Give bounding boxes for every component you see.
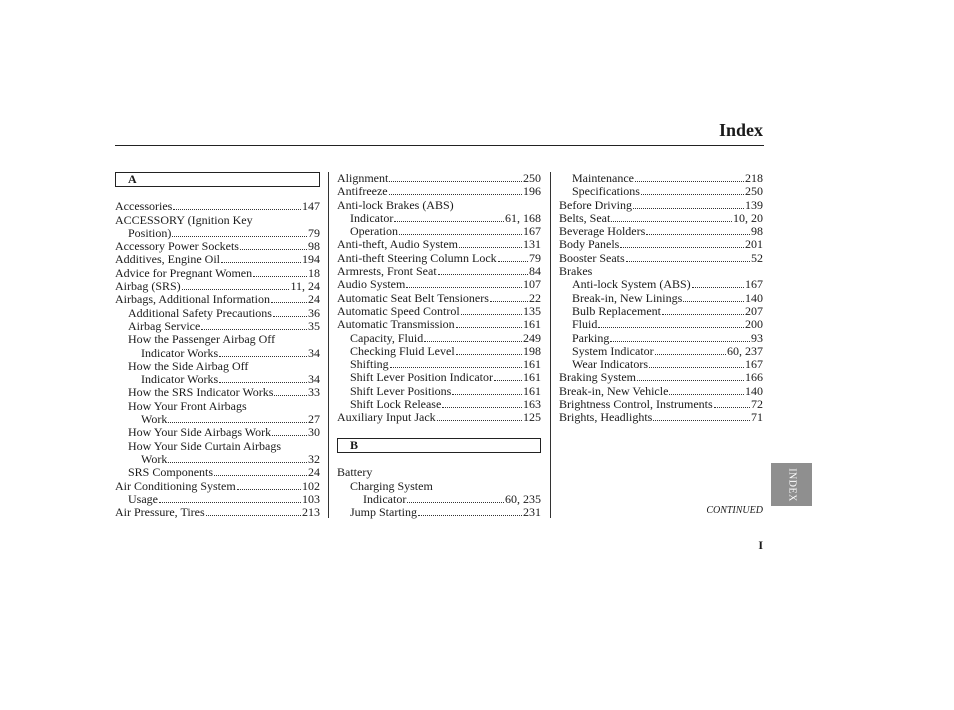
- index-entry[interactable]: [115, 200, 320, 213]
- index-entry[interactable]: [559, 318, 763, 331]
- entry-page-ref: 161: [523, 317, 541, 332]
- index-heading: Anti-lock Brakes (ABS): [337, 197, 454, 212]
- entry-term: Additives, Engine Oil: [115, 252, 220, 267]
- dot-leader: [214, 475, 307, 476]
- index-entry[interactable]: [559, 371, 763, 384]
- entry-page-ref: 10, 20: [733, 210, 763, 225]
- dot-leader: [662, 314, 744, 315]
- entry-term: Antifreeze: [337, 184, 388, 199]
- entry-page-ref: 201: [745, 237, 763, 252]
- dot-leader: [274, 395, 307, 396]
- dot-leader: [221, 262, 301, 263]
- dot-leader: [646, 234, 750, 235]
- index-side-tab[interactable]: [771, 463, 812, 506]
- index-entry[interactable]: [115, 493, 320, 506]
- index-entry[interactable]: [337, 493, 541, 506]
- entry-term: Beverage Holders: [559, 224, 646, 239]
- entry-page-ref: 231: [523, 505, 541, 520]
- dot-leader: [442, 407, 522, 408]
- entry-page-ref: 24: [308, 465, 320, 480]
- index-entry[interactable]: [337, 238, 541, 251]
- entry-term: How Your Side Airbags Work: [128, 425, 272, 440]
- dot-leader: [635, 181, 744, 182]
- entry-page-ref: 250: [523, 171, 541, 185]
- index-entry[interactable]: [559, 199, 763, 212]
- entry-page-ref: 167: [745, 277, 763, 292]
- dot-leader: [390, 367, 522, 368]
- index-column-2: [337, 172, 541, 519]
- index-entry[interactable]: [337, 305, 541, 318]
- entry-term: Accessory Power Sockets: [115, 239, 239, 254]
- index-entry[interactable]: [559, 411, 763, 424]
- entry-page-ref: 140: [745, 383, 763, 398]
- index-entry[interactable]: [337, 252, 541, 265]
- index-heading: How the Side Airbag Off: [128, 358, 249, 373]
- continued-label: CONTINUED: [706, 505, 763, 516]
- index-entry[interactable]: [559, 385, 763, 398]
- dot-leader: [459, 247, 522, 248]
- entry-page-ref: 125: [523, 410, 541, 425]
- index-entry[interactable]: [337, 358, 541, 371]
- dot-leader: [237, 489, 301, 490]
- entry-page-ref: 103: [302, 491, 320, 506]
- column-divider: [328, 172, 329, 518]
- dot-leader: [168, 462, 307, 463]
- dot-leader: [424, 341, 522, 342]
- entry-term: How the SRS Indicator Works: [128, 385, 274, 400]
- dot-leader: [418, 515, 522, 516]
- index-entry[interactable]: [115, 227, 320, 240]
- entry-term: Alignment: [337, 171, 389, 185]
- entry-term: Shift Lever Position Indicator: [350, 370, 493, 385]
- entry-term: Break-in, New Vehicle: [559, 383, 669, 398]
- entry-term: Air Pressure, Tires: [115, 505, 205, 520]
- page-number: I: [758, 538, 763, 552]
- index-heading: How Your Side Curtain Airbags: [128, 438, 282, 453]
- dot-leader: [206, 515, 301, 516]
- index-entry[interactable]: [559, 225, 763, 238]
- entry-page-ref: 198: [523, 343, 541, 358]
- entry-term: Booster Seats: [559, 250, 625, 265]
- side-tab-label: INDEX: [786, 467, 797, 502]
- entry-term: Automatic Seat Belt Tensioners: [337, 290, 489, 305]
- index-entry[interactable]: [337, 212, 541, 225]
- entry-page-ref: 213: [302, 505, 320, 520]
- entry-page-ref: 35: [308, 318, 320, 333]
- entry-page-ref: 196: [523, 184, 541, 199]
- entry-term: Airbags, Additional Information: [115, 292, 270, 307]
- index-entry[interactable]: [115, 413, 320, 426]
- entry-page-ref: 161: [523, 357, 541, 372]
- entry-page-ref: 61, 168: [505, 210, 541, 225]
- dot-leader: [271, 302, 307, 303]
- dot-leader: [452, 394, 522, 395]
- entry-page-ref: 163: [523, 397, 541, 412]
- dot-leader: [683, 301, 744, 302]
- entry-term: Anti-theft Steering Column Lock: [337, 250, 497, 265]
- dot-leader: [399, 234, 522, 235]
- entry-page-ref: 98: [751, 224, 763, 239]
- index-entry[interactable]: [559, 398, 763, 411]
- index-heading: Battery: [337, 465, 373, 480]
- index-heading: Brakes: [559, 264, 593, 279]
- index-heading: How the Passenger Airbag Off: [128, 332, 276, 347]
- entry-term: Jump Starting: [350, 505, 418, 520]
- index-entry[interactable]: [337, 506, 541, 519]
- index-entry[interactable]: [337, 332, 541, 345]
- entry-term: Audio System: [337, 277, 406, 292]
- index-entry[interactable]: [559, 252, 763, 265]
- dot-leader: [407, 502, 504, 503]
- dot-leader: [456, 354, 522, 355]
- dot-leader: [394, 221, 504, 222]
- index-entry[interactable]: [115, 253, 320, 266]
- entry-term: Maintenance: [572, 171, 634, 185]
- entry-term: Capacity, Fluid: [350, 330, 424, 345]
- entry-term: Before Driving: [559, 197, 632, 212]
- entry-page-ref: 249: [523, 330, 541, 345]
- page-title: Index: [718, 120, 763, 140]
- index-entry[interactable]: [115, 386, 320, 399]
- entry-term: Anti-lock System (ABS): [572, 277, 691, 292]
- entry-page-ref: 34: [308, 345, 320, 360]
- index-column-3: [559, 172, 763, 425]
- entry-page-ref: 167: [745, 357, 763, 372]
- dot-leader: [389, 194, 522, 195]
- entry-page-ref: 131: [523, 237, 541, 252]
- index-entry[interactable]: [337, 278, 541, 291]
- entry-term: Additional Safety Precautions: [128, 305, 272, 320]
- section-letter-b: B: [337, 438, 541, 453]
- section-letter-a: A: [115, 172, 320, 187]
- index-entry[interactable]: [115, 320, 320, 333]
- entry-page-ref: 22: [529, 290, 541, 305]
- entry-term: Work: [141, 412, 168, 427]
- dot-leader: [182, 289, 290, 290]
- dot-leader: [714, 407, 750, 408]
- entry-page-ref: 84: [529, 264, 541, 279]
- dot-leader: [655, 354, 726, 355]
- entry-term: Advice for Pregnant Women: [115, 265, 253, 280]
- dot-leader: [620, 247, 744, 248]
- index-entry[interactable]: [559, 212, 763, 225]
- dot-leader: [494, 380, 522, 381]
- index-entry[interactable]: [337, 185, 541, 198]
- dot-leader: [456, 327, 522, 328]
- index-entry[interactable]: [115, 280, 320, 293]
- entry-term: Accessories: [115, 199, 173, 214]
- dot-leader: [172, 236, 307, 237]
- index-heading: Charging System: [350, 478, 433, 493]
- dot-leader: [498, 261, 528, 262]
- entry-page-ref: 200: [745, 317, 763, 332]
- index-entry[interactable]: [115, 293, 320, 306]
- entry-page-ref: 166: [745, 370, 763, 385]
- entry-term: Airbag (SRS): [115, 279, 181, 294]
- entry-term: Air Conditioning System: [115, 478, 236, 493]
- entry-page-ref: 71: [751, 410, 763, 425]
- dot-leader: [389, 181, 522, 182]
- dot-leader: [168, 422, 307, 423]
- index-entry[interactable]: [337, 345, 541, 358]
- entry-term: SRS Components: [128, 465, 214, 480]
- index-entry[interactable]: [115, 480, 320, 493]
- entry-page-ref: 11, 24: [290, 279, 320, 294]
- entry-term: Automatic Transmission: [337, 317, 455, 332]
- entry-term: Anti-theft, Audio System: [337, 237, 458, 252]
- entry-page-ref: 30: [308, 425, 320, 440]
- entry-term: Brights, Headlights: [559, 410, 653, 425]
- dot-leader: [173, 209, 301, 210]
- index-entry[interactable]: [337, 318, 541, 331]
- dot-leader: [273, 316, 307, 317]
- entry-term: Shift Lever Positions: [350, 383, 452, 398]
- entry-page-ref: 207: [745, 303, 763, 318]
- entry-page-ref: 135: [523, 303, 541, 318]
- entry-term: Airbag Service: [128, 318, 201, 333]
- dot-leader: [438, 274, 528, 275]
- column-divider: [550, 172, 551, 518]
- entry-page-ref: 102: [302, 478, 320, 493]
- index-entry[interactable]: [115, 426, 320, 439]
- index-entry[interactable]: [559, 332, 763, 345]
- entry-page-ref: 147: [302, 199, 320, 214]
- index-heading: How Your Front Airbags: [128, 398, 247, 413]
- entry-term: Bulb Replacement: [572, 303, 661, 318]
- index-entry[interactable]: [559, 172, 763, 185]
- entry-term: Armrests, Front Seat: [337, 264, 437, 279]
- dot-leader: [240, 249, 307, 250]
- index-entry[interactable]: [559, 305, 763, 318]
- dot-leader: [653, 420, 750, 421]
- entry-page-ref: 98: [308, 239, 320, 254]
- dot-leader: [641, 194, 744, 195]
- entry-term: Braking System: [559, 370, 636, 385]
- dot-leader: [611, 221, 732, 222]
- entry-page-ref: 167: [523, 224, 541, 239]
- dot-leader: [598, 327, 744, 328]
- dot-leader: [437, 420, 522, 421]
- index-entry[interactable]: [115, 373, 320, 386]
- entry-page-ref: 250: [745, 184, 763, 199]
- entry-term: Checking Fluid Level: [350, 343, 455, 358]
- title-rule: [115, 145, 764, 146]
- dot-leader: [669, 394, 744, 395]
- index-entry[interactable]: [559, 345, 763, 358]
- dot-leader: [253, 276, 307, 277]
- entry-page-ref: 34: [308, 372, 320, 387]
- dot-leader: [219, 382, 307, 383]
- index-entry[interactable]: [115, 307, 320, 320]
- dot-leader: [201, 329, 307, 330]
- entry-page-ref: 24: [308, 292, 320, 307]
- entry-page-ref: 218: [745, 171, 763, 185]
- index-entry[interactable]: [559, 278, 763, 291]
- entry-term: Automatic Speed Control: [337, 303, 460, 318]
- entry-page-ref: 139: [745, 197, 763, 212]
- entry-term: Brightness Control, Instruments: [559, 397, 713, 412]
- index-heading: ACCESSORY (Ignition Key: [115, 212, 253, 227]
- index-entry[interactable]: [337, 411, 541, 424]
- index-entry[interactable]: [115, 267, 320, 280]
- index-entry[interactable]: [115, 453, 320, 466]
- entry-page-ref: 60, 235: [505, 491, 541, 506]
- entry-term: Belts, Seat: [559, 210, 611, 225]
- entry-page-ref: 36: [308, 305, 320, 320]
- entry-term: Parking: [572, 330, 610, 345]
- index-entry[interactable]: [559, 358, 763, 371]
- entry-page-ref: 93: [751, 330, 763, 345]
- dot-leader: [637, 380, 744, 381]
- dot-leader: [610, 341, 750, 342]
- dot-leader: [159, 502, 301, 503]
- entry-term: Break-in, New Linings: [572, 290, 683, 305]
- dot-leader: [633, 208, 744, 209]
- entry-term: Fluid: [572, 317, 598, 332]
- dot-leader: [649, 367, 744, 368]
- entry-page-ref: 18: [308, 265, 320, 280]
- index-entry[interactable]: [115, 466, 320, 479]
- entry-page-ref: 72: [751, 397, 763, 412]
- entry-page-ref: 52: [751, 250, 763, 265]
- index-entry[interactable]: [115, 240, 320, 253]
- dot-leader: [626, 261, 750, 262]
- entry-term: Usage: [128, 491, 158, 506]
- index-column-1: [115, 172, 320, 519]
- dot-leader: [461, 314, 522, 315]
- index-entry[interactable]: [337, 371, 541, 384]
- entry-term: Indicator Works: [141, 345, 219, 360]
- entry-term: Body Panels: [559, 237, 620, 252]
- entry-term: System Indicator: [572, 343, 654, 358]
- entry-page-ref: 27: [308, 412, 320, 427]
- entry-term: Shifting: [350, 357, 389, 372]
- entry-page-ref: 161: [523, 370, 541, 385]
- entry-page-ref: 194: [302, 252, 320, 267]
- entry-term: Specifications: [572, 184, 640, 199]
- index-entry[interactable]: [337, 398, 541, 411]
- section-gap: [337, 425, 541, 438]
- index-entry[interactable]: [559, 238, 763, 251]
- index-entry[interactable]: [115, 506, 320, 519]
- entry-term: Indicator Works: [141, 372, 219, 387]
- entry-term: Operation: [350, 224, 398, 239]
- index-entry[interactable]: [337, 385, 541, 398]
- index-entry[interactable]: [115, 347, 320, 360]
- entry-term: Shift Lock Release: [350, 397, 442, 412]
- entry-page-ref: 32: [308, 451, 320, 466]
- dot-leader: [272, 435, 307, 436]
- entry-term: Wear Indicators: [572, 357, 648, 372]
- entry-page-ref: 107: [523, 277, 541, 292]
- entry-term: Indicator: [363, 491, 407, 506]
- entry-term: Auxiliary Input Jack: [337, 410, 436, 425]
- entry-page-ref: 161: [523, 383, 541, 398]
- index-entry[interactable]: [559, 185, 763, 198]
- index-entry[interactable]: [337, 292, 541, 305]
- entry-page-ref: 33: [308, 385, 320, 400]
- entry-term: Position): [128, 225, 172, 240]
- entry-page-ref: 79: [529, 250, 541, 265]
- index-entry[interactable]: [337, 225, 541, 238]
- dot-leader: [692, 287, 744, 288]
- dot-leader: [406, 287, 522, 288]
- entry-term: Indicator: [350, 210, 394, 225]
- entry-page-ref: 60, 237: [727, 343, 763, 358]
- dot-leader: [490, 301, 528, 302]
- entry-page-ref: 140: [745, 290, 763, 305]
- index-entry[interactable]: [337, 172, 541, 185]
- dot-leader: [219, 356, 307, 357]
- entry-term: Work: [141, 451, 168, 466]
- index-entry[interactable]: [559, 292, 763, 305]
- entry-page-ref: 79: [308, 225, 320, 240]
- index-entry[interactable]: [337, 265, 541, 278]
